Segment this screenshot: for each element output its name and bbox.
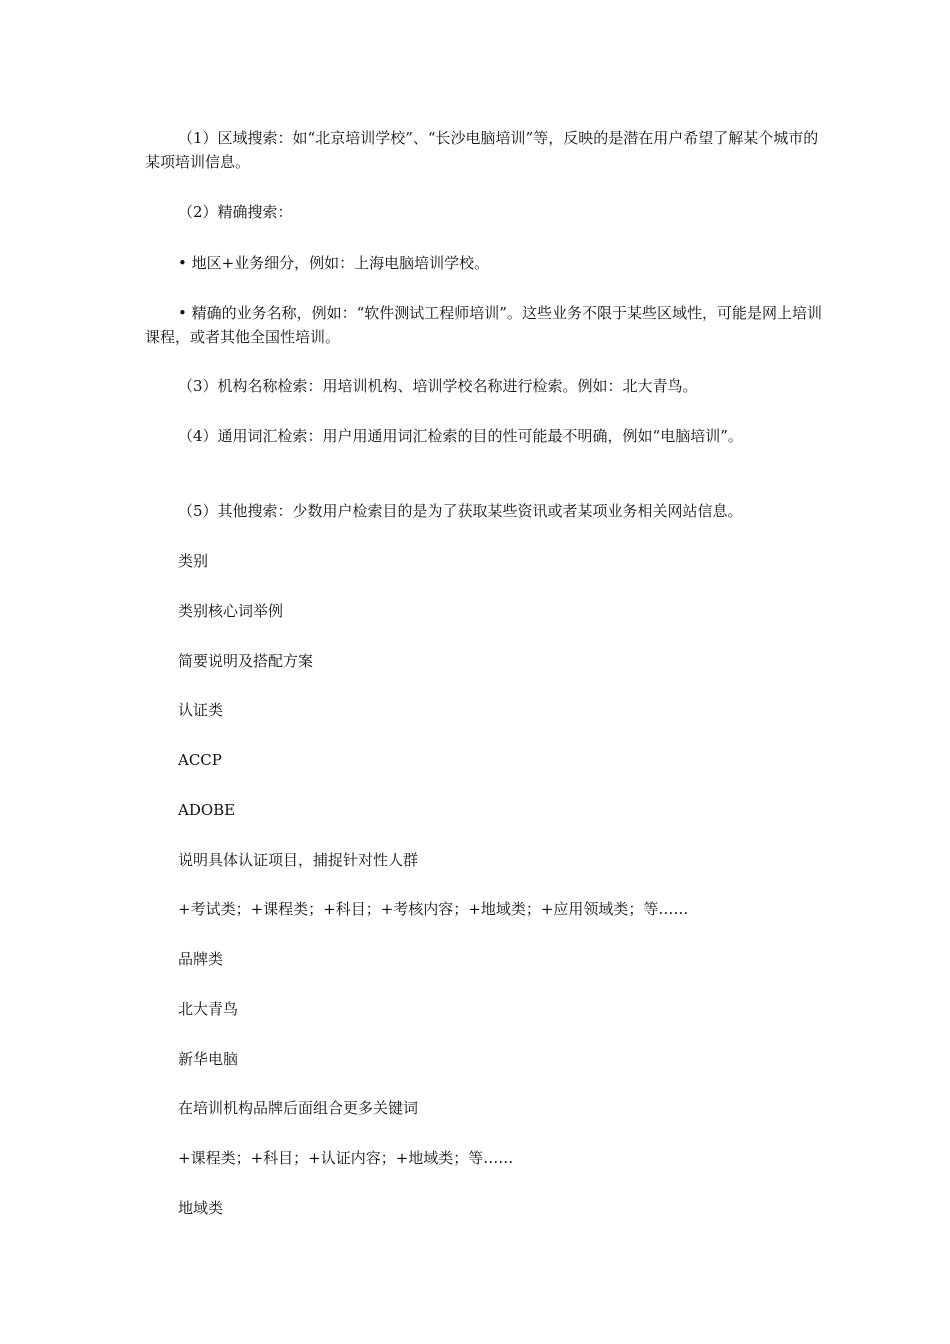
paragraph-generic-search: （4）通用词汇检索：用户用通用词汇检索的目的性可能最不明确，例如“电脑培训”。 [178,427,743,445]
table-line: 类别 [178,552,209,570]
table-line: 认证类 [178,701,224,719]
bullet-region-business: • 地区+业务细分，例如：上海电脑培训学校。 [178,254,490,272]
table-line: 品牌类 [178,950,224,968]
table-line: +课程类；+科目；+认证内容；+地域类；等…… [178,1149,514,1167]
table-line: 新华电脑 [178,1050,239,1068]
table-line: +考试类；+课程类；+科目；+考核内容；+地域类；+应用领域类；等…… [178,900,689,918]
bullet-precise-business-name: • 精确的业务名称，例如：“软件测试工程师培训”。这些业务不限于某些区域性，可能是网上培训课程，或者其他全国性培训。 [145,304,822,346]
paragraph-other-search: （5）其他搜索：少数用户检索目的是为了获取某些资讯或者某项业务相关网站信息。 [178,502,743,520]
table-line: 在培训机构品牌后面组合更多关键词 [178,1099,419,1117]
paragraph-institution-search: （3）机构名称检索：用培训机构、培训学校名称进行检索。例如：北大青鸟。 [178,377,698,395]
paragraph-precise-search: （2）精确搜索： [178,203,293,221]
table-line: ACCP [178,751,222,769]
table-line: 地域类 [178,1199,224,1217]
table-line: 类别核心词举例 [178,602,284,620]
table-line: 说明具体认证项目，捕捉针对性人群 [178,851,419,869]
table-line: ADOBE [178,801,236,819]
table-line: 北大青鸟 [178,1000,239,1018]
paragraph-regional-search: （1）区域搜索：如“北京培训学校”、“长沙电脑培训”等，反映的是潜在用户希望了解某个城市的某项培训信息。 [145,129,819,171]
table-line: 简要说明及搭配方案 [178,652,314,670]
